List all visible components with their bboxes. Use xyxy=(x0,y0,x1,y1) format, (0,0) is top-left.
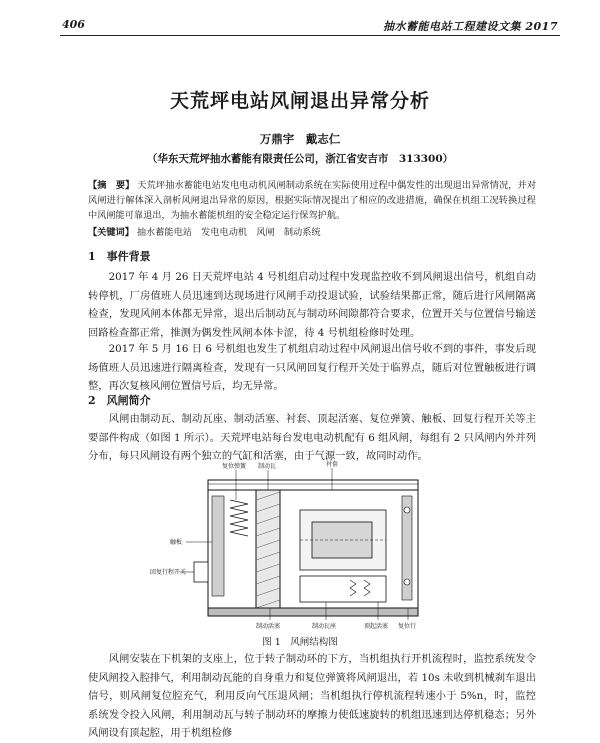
affiliation: （华东天荒坪抽水蓄能有限责任公司，浙江省安吉市 313300） xyxy=(146,153,454,165)
journal-title: 抽水蓄能电站工程建设文集 2017 xyxy=(383,20,558,33)
figure-caption: 图 1 风闸结构图 xyxy=(262,637,338,648)
label-jack-piston: 顶起活塞 xyxy=(364,623,389,630)
keywords xyxy=(88,224,536,238)
label-pad-seat: 制动瓦座 xyxy=(312,623,337,630)
label-return-switch: 回复行程开关 xyxy=(150,569,187,576)
label-bushing: 衬套 xyxy=(326,461,339,468)
paragraph-4: 风闸安装在下机架的支座上，位于转子制动环的下方，当机组执行开机流程时，监控系统发令使风闸投入腔排气，利用制动瓦能的自身重力和复位弹簧将风闸退出，若 10s 未收到机械刹车退出信号，则风闸复位腔充气，利用反向气压退风闸；当机组执行停机流程转速小于 5%n，时，监控系统发令投入风闸，利用制动瓦与转子制动环的摩擦力使低速旋转的机组迅速到达停机稳态；另外风闸设有顶起腔，用于机组检修 xyxy=(88,653,536,739)
article-title: 天荒坪电站风闸退出异常分析 xyxy=(169,90,430,112)
paragraph-2: 2017 年 5 月 16 日 6 号机组也发生了机组启动过程中风闸退出信号收不到的事件，事发后现场值班人员迅速进行隔离检查，发现有一只风闸回复行程开关处于临界点，随后对位置触板进行调整，再次复核风闸位置信号后，均无异常。 xyxy=(88,343,536,392)
page-number: 406 xyxy=(62,18,85,31)
base-plate xyxy=(208,608,418,616)
section-heading-2: 2 风闸简介 xyxy=(88,394,151,407)
paragraph-1: 2017 年 4 月 26 日天荒坪电站 4 号机组启动过程中发现监控收不到风闸退出信号，机组自动转停机，厂房值班人员迅速到达现场进行风闸手动投退试验，试验结果都正常，随后进行风闸隔离检查，发现风闸本体都无异常，退出后制动瓦与制动环间隙都符合要求，位置开关与位置信号输送回路检查都正常，推测为偶发性风闸本体卡涩，待 4 号机组检修时处理。 xyxy=(88,271,536,339)
label-contact-plate: 触板 xyxy=(170,539,183,546)
label-brake-piston: 制动活塞 xyxy=(256,623,281,630)
brake-structure-figure xyxy=(150,460,450,630)
abstract-label: 【摘 要】 xyxy=(88,180,135,191)
keywords-text: 抽水蓄能电站 发电电动机 风闸 制动系统 xyxy=(136,227,321,238)
label-return-spring: 复位弹簧 xyxy=(222,463,247,470)
brake-pad xyxy=(256,490,280,608)
section-heading-1: 1 事件背景 xyxy=(88,250,151,263)
label-brake-pad: 制动瓦 xyxy=(258,463,277,470)
paragraph-3: 风闸由制动瓦、制动瓦座、制动活塞、衬套、顶起活塞、复位弹簧、触板、回复行程开关等主要部件构成（如图 1 所示）。天荒坪电站每台发电电动机配有 6 组风闸，每组有 2 只风闸内外并列分布，每只风闸设有两个独立的气缸和活塞，由于气源一致，故同时动作。 xyxy=(88,413,536,462)
jack-piston xyxy=(300,576,386,602)
keywords-label: 【关键词】 xyxy=(88,227,134,238)
abstract-text: 天荒坪抽水蓄能电站发电电动机风闸制动系统在实际使用过程中偶发性的出现退出异常情况，并对风闸进行解体深入剖析风闸退出异常的原因，根据实际情况提出了相应的改进措施，确保在机组工况转换过程中风闸能可靠退出，为抽水蓄能机组的安全稳定运行保驾护航。 xyxy=(88,180,537,221)
running-header xyxy=(62,18,558,34)
limit-switch xyxy=(194,562,208,582)
header-rule xyxy=(60,35,560,36)
authors: 万鼎宇 戴志仁 xyxy=(259,132,341,146)
label-limit: 复位行 xyxy=(398,623,417,630)
top-plate xyxy=(208,480,418,490)
abstract xyxy=(88,178,536,223)
